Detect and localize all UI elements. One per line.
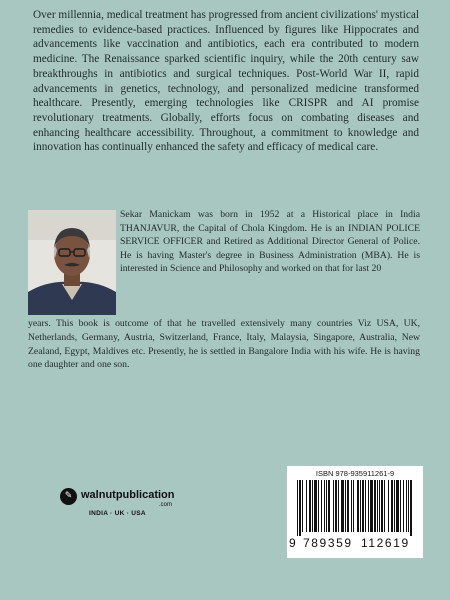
barcode-bar <box>306 480 307 532</box>
walnut-logo-icon: ✎ <box>60 488 77 505</box>
author-bio-continued: years. This book is outcome of that he travelled extensively many countries Viz USA, UK, Netherlands, Germany, Austria, Switzerland, France, Italy, Malaysia, Singapore, Australia, New Zealand, Egypt, Maldives etc. Presently, he is settled in Bangalore India with his wife. He is having one daughter and one son. <box>28 318 420 371</box>
barcode-bar <box>326 480 327 532</box>
barcode-bar <box>377 480 378 532</box>
publisher-logo <box>55 482 215 532</box>
barcode-bar <box>335 480 337 532</box>
barcode-bar <box>365 480 366 532</box>
isbn-barcode <box>287 466 423 558</box>
barcode-bar <box>318 480 319 532</box>
barcode-bar <box>384 480 385 532</box>
book-blurb: Over millennia, medical treatment has progressed from ancient civilizations' mystical remedies to evidence-based practices. Influenced by figures like Hippocrates and advancements like vaccination and antibiotics, each era contributed to modern medicine. The Renaissance sparked scientific inquiry, while the 20th century saw breakthroughs in antibiotics and surgical techniques. Post-World War II, rapid advancements in genetics, technology, and personalized medicine transformed healthcare. Presently, emerging technologies like CRISPR and AI promise revolutionary treatments. Globally, efforts focus on combating diseases and enhancing healthcare accessibility. Throughout, a commitment to knowledge and innovation has continually enhanced the safety and efficacy of medical care. <box>33 9 420 154</box>
barcode-bar <box>391 480 393 532</box>
barcode-bar <box>396 480 399 532</box>
barcode-bar <box>357 480 359 532</box>
barcode-bar <box>400 480 401 532</box>
barcode-bar <box>362 480 364 532</box>
barcode-bar <box>321 480 322 532</box>
barcode-bar <box>312 480 313 532</box>
barcode-bar <box>309 480 311 532</box>
publisher-domain: .com <box>159 502 173 508</box>
barcode-bar <box>338 480 339 532</box>
barcode-bar <box>379 480 380 532</box>
barcode-bar <box>351 480 352 532</box>
barcode-bar <box>381 480 383 532</box>
barcode-bar <box>394 480 395 532</box>
barcode-digits-right: 112619 <box>361 536 410 550</box>
barcode-bar <box>333 480 334 532</box>
barcode-bar <box>410 480 412 536</box>
barcode-digits-left: 789359 <box>303 536 353 550</box>
barcode-bar <box>360 480 361 532</box>
barcode-bar <box>368 480 369 532</box>
barcode-bar <box>370 480 373 532</box>
barcode-bar <box>302 480 303 532</box>
publisher-locations: INDIA · UK · USA <box>89 510 146 517</box>
barcode-bar <box>374 480 376 532</box>
author-portrait-icon <box>28 210 116 315</box>
barcode-bar <box>328 480 330 532</box>
publisher-name: walnutpublication <box>81 489 175 501</box>
barcode-bar <box>403 480 404 532</box>
barcode-bar <box>314 480 317 532</box>
author-photo <box>28 210 116 315</box>
barcode-bar <box>299 480 301 536</box>
barcode-bar <box>324 480 325 532</box>
barcode-bar <box>341 480 344 532</box>
barcode-bar <box>388 480 389 532</box>
barcode-bar <box>347 480 349 532</box>
author-bio: Sekar Manickam was born in 1952 at a Historical place in India THANJAVUR, the Capital of Chola Kingdom. He is an INDIAN POLICE SERVICE OFFICER and Retired as Additional Director General of Police. He is having Master's degree in Business Administration (MBA). He is interested in Science and Philosophy and worked on that for last 20 <box>120 209 420 275</box>
barcode-bar <box>408 480 409 532</box>
barcode-bar <box>345 480 346 532</box>
barcode-bar <box>297 480 298 536</box>
barcode-digit-lead: 9 <box>289 536 296 550</box>
barcode-bars <box>295 480 415 536</box>
barcode-bar <box>353 480 354 532</box>
isbn-label: ISBN 978-935911261-9 <box>315 469 395 478</box>
barcode-bar <box>406 480 407 532</box>
